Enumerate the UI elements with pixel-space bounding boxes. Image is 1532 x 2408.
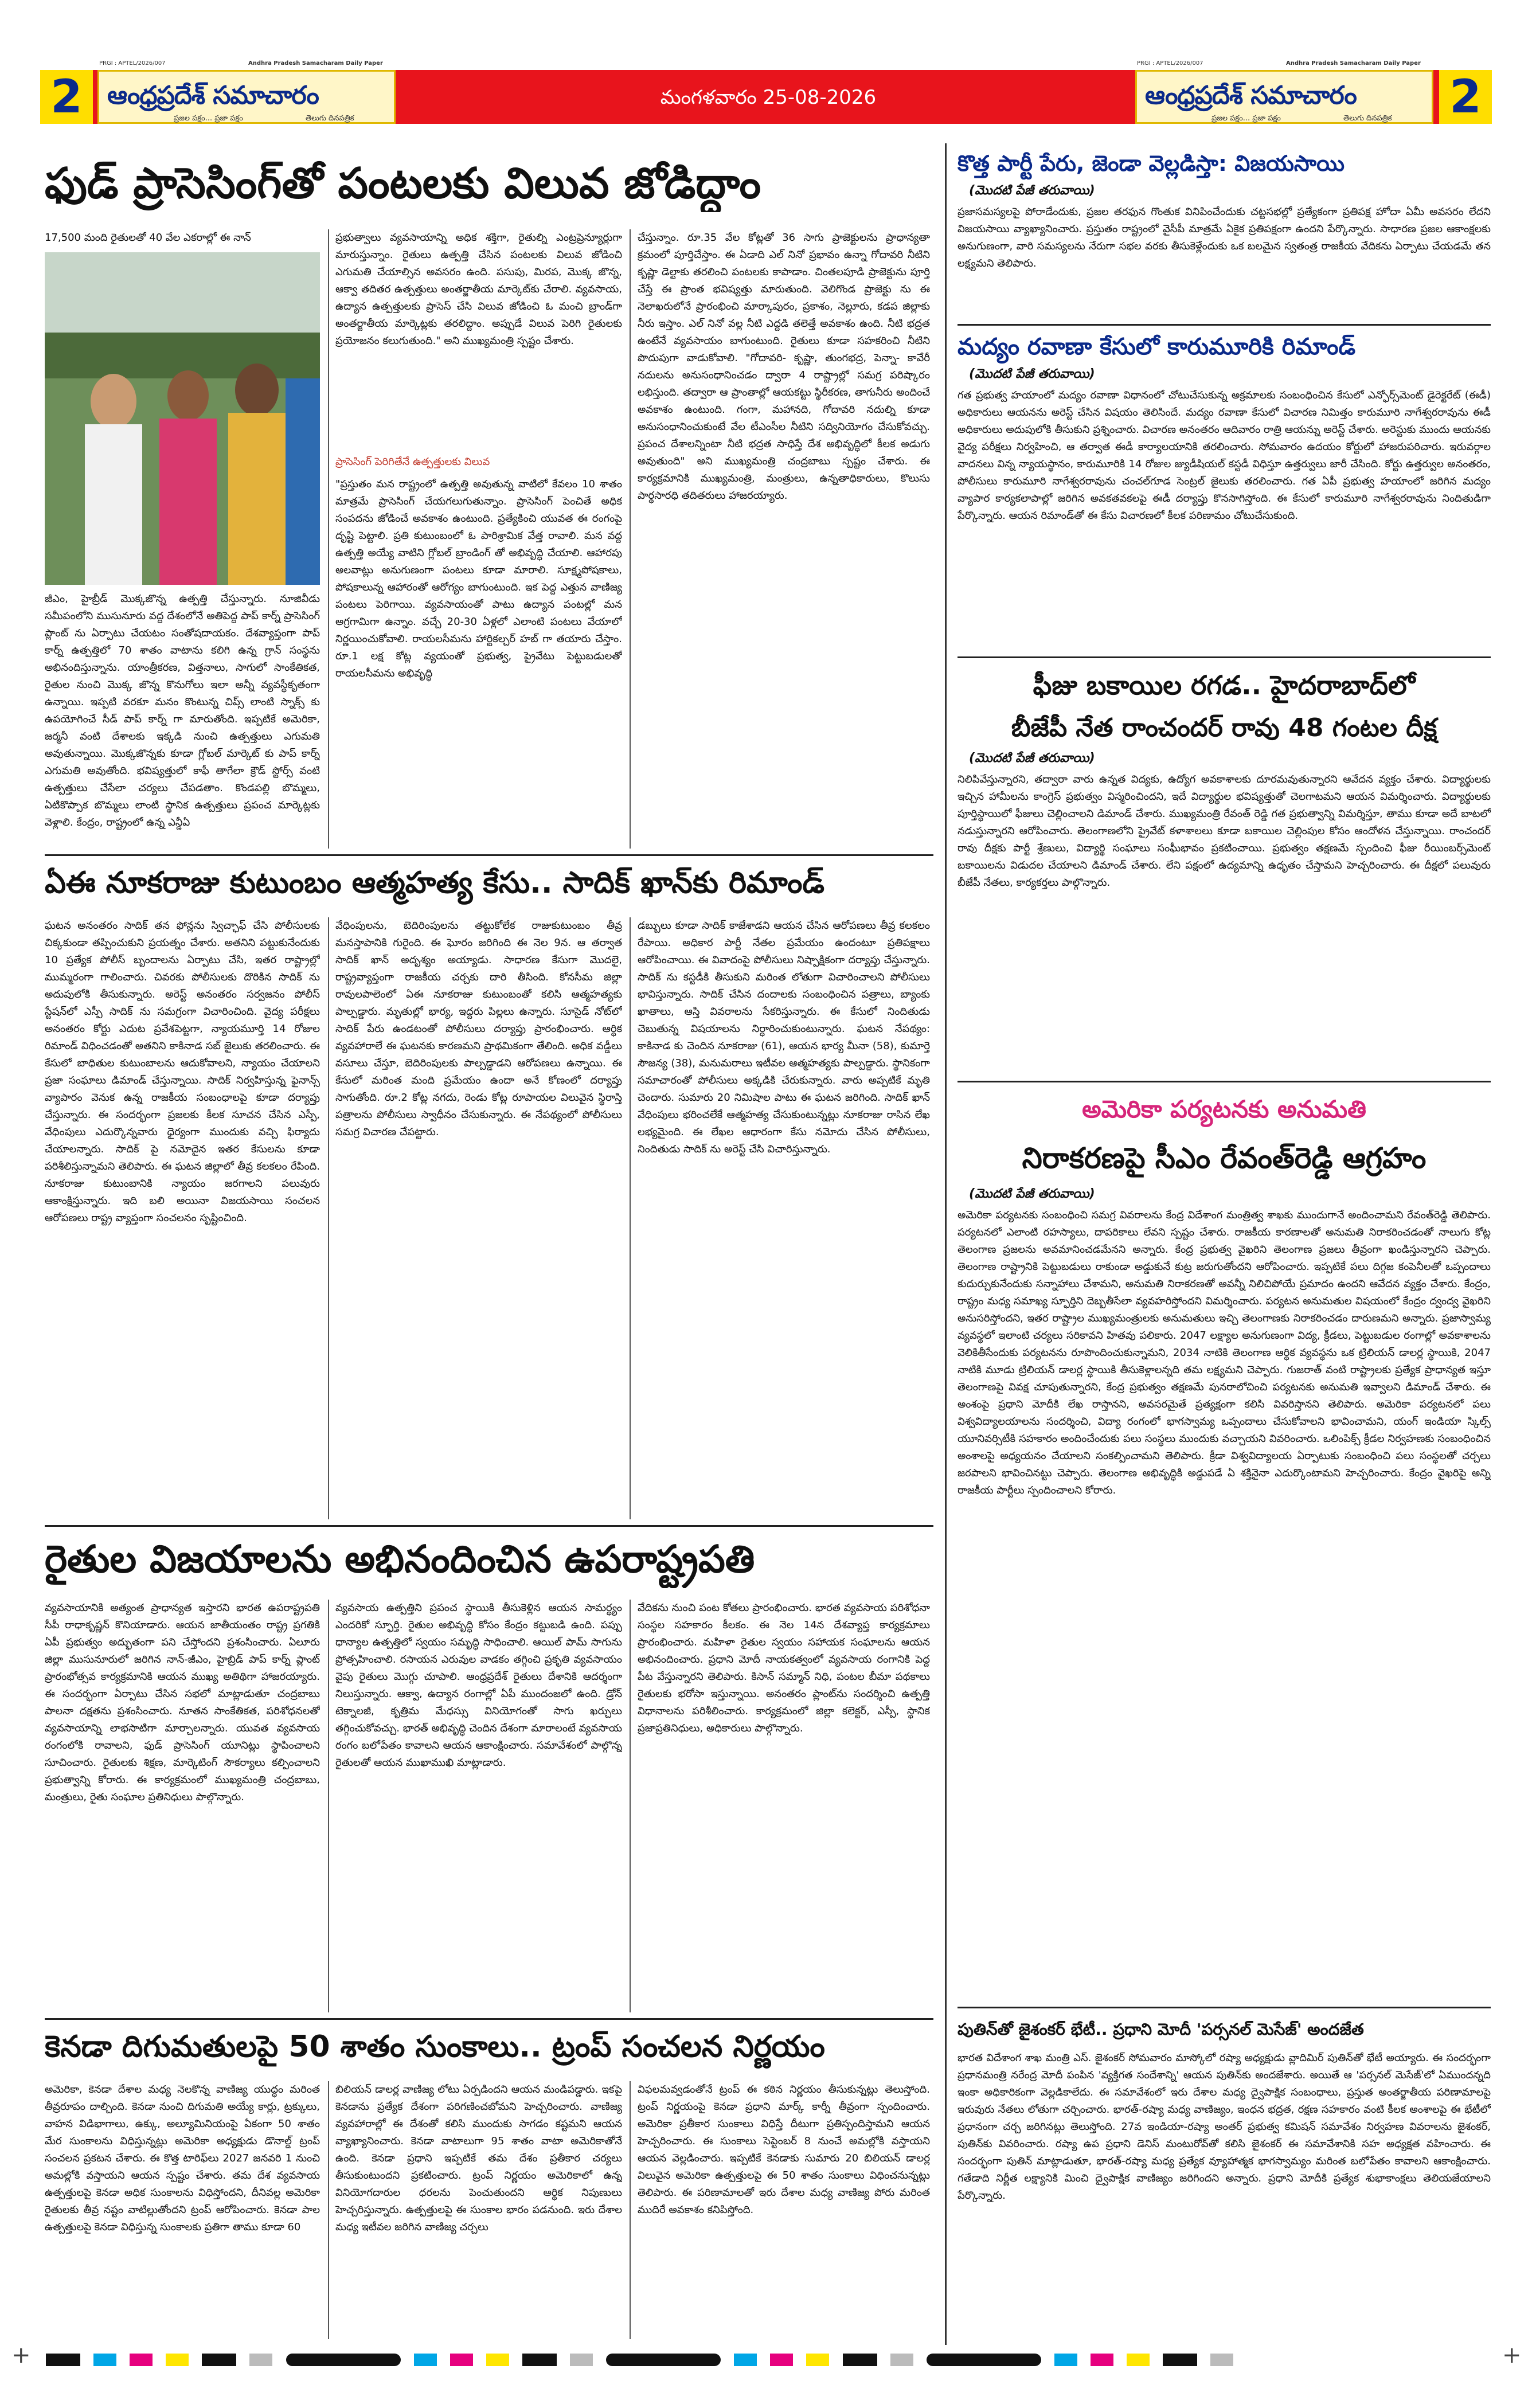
masthead-logo-left [97,60,396,124]
page-number-right: 2 [1439,70,1492,124]
col-divider [630,917,631,1519]
food-col2-subhead: ప్రాసెసింగ్ పెరిగితేనే ఉత్పత్తులకు విలువ [335,456,490,468]
trump-headline: కెనడా దిగుమతులపై 50 శాతం సుంకాలు.. ట్రంప్ సంచలన నిర్ణయం [45,2030,825,2064]
food-headline: ఫుడ్ ప్రాసెసింగ్‌తో పంటలకు విలువ జోడిద్దాం [45,159,761,208]
right-section-rule [958,2007,1491,2008]
tagline2-right: తెలుగు దినపత్రిక [1343,114,1392,123]
putin-headline: పుతిన్‌తో జైశంకర్ భేటీ.. ప్రధాని మోదీ 'పర్సనల్ మెసేజ్' అందజేత [958,2020,1364,2039]
color-calibration-bar [46,2354,1491,2371]
registration-mark-left: + [11,2342,31,2368]
fee-headline-line2: బీజేపీ నేత రాంచందర్ రావు 48 గంటల దీక్ష [1011,713,1437,742]
karumuri-contd: (మొదటి పేజీ తరువాయి) [969,367,1095,381]
food-col2-text: ప్రభుత్వాలు వ్యవసాయాన్ని అధిక శక్తిగా, రైతుల్ని ఎంట్రప్రెన్యూర్లుగా మారుస్తున్నాం. రైతులు ఉత్పత్తి చేసిన పంటలకు విలువ జోడించి ఎగుమతి చేయాల్సిన అవసరం ఉంది. పసుపు, మిరప, మొక్క జొన్న, ఆక్వా తదితర ఉత్పత్తులు అంతర్జాతీయ మార్కెట్‌కు చేరాలి. వ్యవసాయ, ఉద్యాన ఉత్పత్తులకు ప్రాసెస్ చేసి విలువ జోడించి ఓ మంచి బ్రాండ్‌గా అంతర్జాతీయ మార్కెట్లకు తరలిద్దాం. అప్పుడే విలువ పెరిగి రైతులకు ప్రయోజనం కలుగుతుంది." అని ముఖ్యమంత్రి స్పష్టం చేశారు. [335,232,622,347]
tagline-right: ప్రజల పక్షం... ప్రజా పక్షం [1211,114,1281,123]
america-contd: (మొదటి పేజీ తరువాయి) [969,1187,1095,1201]
karumuri-text: గత ప్రభుత్వ హయాంలో మద్యం రవాణా విధానంలో చోటుచేసుకున్న అక్రమాలకు సంబంధించిన కేసులో ఎన్ఫోర్స్‌మెంట్ డైరెక్టరేట్ (ఈడీ) అధికారులు ఆయనను అరెస్ట్ చేసిన విషయం తెలిసిందే. మద్యం రవాణా కేసులో విచారణ నిమిత్తం కారుమూరి నాగేశ్వరరావును ఈడీ అధికారులు అదుపులోకి తీసుకుని ప్రశ్నించారు. విచారణ అనంతరం ఆదివారం రాత్రి ఆయన్ను అరెస్ట్ చేశారు. అరెస్టుకు ముందు ఆయనకు వైద్య పరీక్షలు నిర్వహించి, ఆ తర్వాత ఈడీ కార్యాలయానికి తరలించారు. సోమవారం ఉదయం కోర్టులో హాజరుపరిచారు. ఇరువర్గాల వాదనలు విన్న న్యాయస్థానం, కారుమూరికి 14 రోజుల జ్యుడీషియల్ కస్టడీ విధిస్తూ ఉత్తర్వులు జారీ చేసింది. కోర్టు ఉత్తర్వుల అనంతరం, పోలీసులు కారుమూరి నాగేశ్వరరావును చంచల్‌గూడ సెంట్రల్ జైలుకు తరలించారు. గత ఏపీ ప్రభుత్వ హయాంలో జరిగిన మద్యం వ్యాపార కార్యకలాపాల్లో జరిగిన అవకతవకలపై ఈడీ దర్యాప్తు కొనసాగిస్తోంది. ఈ కేసులో కారుమూరి నాగేశ్వరరావును నిందితుడిగా పేర్కొన్నారు. ఆయన రిమాండ్‌తో ఈ కేసు విచారణలో కీలక పరిణామం చోటుచేసుకుంది. [958,389,1491,522]
vp-col3-text: వేదికను నుంచి పంట కోతలు ప్రారంభించారు. భారత వ్యవసాయ పరిశోధనా సంస్థల సహకారం కీలకం. ఈ నెల 14న దేశవ్యాప్త కార్యక్రమాలు ప్రారంభించారు. మహిళా రైతుల స్వయం సహాయక సంఘాలను ఆయన అభినందించారు. ప్రధాని మోదీ నాయకత్వంలో వ్యవసాయ రంగానికి పెద్ద పీట వేస్తున్నారని తెలిపారు. కిసాన్ సమ్మాన్ నిధి, పంటల బీమా పథకాలు రైతులకు భరోసా ఇస్తున్నాయి. అనంతరం ప్లాంట్‌ను సందర్శించి ఉత్పత్తి విధానాలను పరిశీలించారు. కార్యక్రమంలో జిల్లా కలెక్టర్, ఎస్పీ, స్థానిక ప్రజాప్రతినిధులు, అధికారులు పాల్గొన్నారు. [638,1602,930,1734]
right-section-rule [958,1081,1491,1082]
fee-contd: (మొదటి పేజీ తరువాయి) [969,751,1095,765]
reg-number-right: PRGI : APTEL/2026/007 [1137,60,1203,67]
food-col1-top: 17,500 మంది రైతులతో 40 వేల ఎకరాల్లో ఈ నాన్ [45,232,251,244]
food-col3-text: చేస్తున్నాం. రూ.35 వేల కోట్లతో 36 సాగు ప్రాజెక్టులను ప్రాధాన్యతా క్రమంలో పూర్తిచేస్తాం. ఈ ఏడాది ఎల్ నినో ప్రభావం ఉన్నా గోదావరి నీటిని కృష్ణా డెల్టాకు తరలించి పంటలకు కాపాడాం. చింతలపూడి ప్రాజెక్టును పూర్తి చేస్తే ఈ ప్రాంత భవిష్యత్తు మారుతుంది. వెలిగొండ ప్రాజెక్టు ను ఈ నెలాఖరులోనే ప్రారంభించి మార్కాపురం, ప్రకాశం, నెల్లూరు, కడప జిల్లాకు నీరు ఇస్తాం. ఎల్ నినో వల్ల నీటి ఎద్దడి తలెత్తే అవకాశం ఉంది. నీటి భద్రత ఉంటేనే వ్యవసాయం బాగుంటుంది. రైతులు కూడా సహకరించి నీటిని పొదుపుగా వాడుకోవాలి. "గోదావరి- కృష్ణా, తుంగభద్ర, పెన్నా- కావేరీ నదులను అనుసంధానించడం ద్వారా 4 రాష్ట్రాల్లో సమగ్ర పరిష్కారం లభిస్తుంది. తద్వారా ఆ ప్రాంతాల్లో ఆయకట్టు స్థిరీకరణ, తాగునీరు అందించే అవకాశం ఉంటుంది. గంగా, మహానది, గోదావరి నదుల్ని కూడా అనుసంధానించుకుంటే వేల టీఎంసీల నీటిని సద్వినియోగం చేసుకోవచ్చు. ప్రపంచ దేశాలన్నింటా నీటి భద్రత సాధిస్తే దేశ అభివృద్ధిలో కీలక అడుగు అవుతుంది" అని ముఖ్యమంత్రి చంద్రబాబు స్పష్టం చేశారు. ఈ కార్యక్రమానికి ముఖ్యమంత్రి, మంత్రులు, ఉన్నతాధికారులు, కొలుసు పార్థసారధి తదితరులు హాజరయ్యారు. [638,232,930,502]
karumuri-headline: మద్యం రవాణా కేసులో కారుమూరికి రిమాండ్ [958,334,1356,360]
vijayasai-headline: కొత్త పార్టీ పేరు, జెండా వెల్లడిస్తా: విజయసాయి [958,151,1345,176]
america-banner: అమెరికా పర్యటనకు అనుమతి [1082,1095,1366,1123]
col-divider [328,917,329,1519]
tagline-left: ప్రజల పక్షం... ప్రజా పక్షం [174,114,243,123]
food-photo [45,252,320,585]
putin-text: భారత విదేశాంగ శాఖ మంత్రి ఎస్. జైశంకర్ సోమవారం మాస్కోలో రష్యా అధ్యక్షుడు వ్లాదిమిర్ పుతిన్‌తో భేటీ అయ్యారు. ఈ సందర్భంగా ప్రధానమంత్రి నరేంద్ర మోదీ పంపిన 'వ్యక్తిగత సందేశాన్ని' ఆయన పుతిన్‌కు అందజేశారు. అయితే ఆ 'పర్సనల్ మెసేజ్'లో ఏముందన్నది ఇంకా అధికారికంగా వెల్లడికాలేదు. ఈ సమావేశంలో ఇరు దేశాల మధ్య ద్వైపాక్షిక సంబంధాలు, ప్రస్తుత అంతర్జాతీయ పరిణామాలపై ఇరువురు నేతలు లోతుగా చర్చించారు. భారత్-రష్యా మధ్య వాణిజ్యం, ఇంధన భద్రత, రక్షణ సహకారం వంటి కీలక అంశాలపై ఈ భేటీలో ప్రధానంగా చర్చ జరిగినట్లు తెలుస్తోంది. 27వ ఇండియా-రష్యా అంతర్ ప్రభుత్వ కమిషన్ సమావేశం నిర్వహణ వివరాలను జైశంకర్, పుతిన్‌కు వివరించారు. రష్యా ఉప ప్రధాని డెనిస్ మంటురోవ్‌తో కలిసి జైశంకర్ ఈ సమావేశానికి సహ అధ్యక్షత వహించారు. ఈ సందర్భంగా పుతిన్ మాట్లాడుతూ, భారత్-రష్యా మధ్య ప్రత్యేక వ్యూహాత్మక భాగస్వామ్యం మరింత బలోపేతం కావాలని ఆకాంక్షించారు. గతేడాది నిర్ణీత లక్ష్యానికి మించి ద్వైపాక్షిక వాణిజ్యం జరిగిందని అన్నారు. ప్రధాని మోదీకి ప్రత్యేక శుభాకాంక్షలు తెలియజేయాలని పేర్కొన్నారు. [958,2052,1491,2202]
trump-col2-text: బిలియన్ డాలర్ల వాణిజ్య లోటు ఏర్పడిందని ఆయన మండిపడ్డారు. ఇకపై కెనడాను ప్రత్యేక దేశంగా పరిగణించబోమని హెచ్చరించారు. వాణిజ్య వ్యవహారాల్లో ఈ దేశంతో కలిసి ముందుకు సాగడం కష్టమని ఆయన వ్యాఖ్యానించారు. కెనడా వాటాలుగా 95 శాతం వాటా అమెరికాతోనే ఉంది. కెనడా ప్రధాని ఇప్పటికే తమ దేశం ప్రతీకార చర్యలు తీసుకుంటుందని ప్రకటించారు. ట్రంప్ నిర్ణయం అమెరికాలో ఉన్న వినియోగదారుల ధరలను పెంచుతుందని ఆర్థిక నిపుణులు హెచ్చరిస్తున్నారు. ఉత్పత్తులపై ఈ సుంకాల భారం పడనుంది. ఇరు దేశాల మధ్య ఇటీవల జరిగిన వాణిజ్య చర్చలు [335,2083,622,2233]
col-divider [630,229,631,849]
right-section-rule [958,656,1491,658]
fee-text: నిలిపివేస్తున్నారని, తద్వారా వారు ఉన్నత విద్యకు, ఉద్యోగ అవకాశాలకు దూరమవుతున్నారని ఆవేదన వ్యక్తం చేశారు. విద్యార్థులకు ఇచ్చిన హామీలను కాంగ్రెస్ ప్రభుత్వం విస్మరించిందని, ఇదే విద్యార్థుల భవిష్యత్తుతో చెలగాటమని ఆయన విమర్శించారు. విద్యార్థులకు పూర్తిస్థాయిలో ఫీజులు చెల్లించాలని డిమాండ్ చేశారు. ముఖ్యమంత్రి రేవంత్ రెడ్డి గత ప్రభుత్వాన్ని విమర్శిస్తూ, తాము కూడా అదే బాటలో నడుస్తున్నారని ఆరోపించారు. తెలంగాణలోని ప్రైవేట్ కళాశాలలు కూడా బకాయిల చెల్లింపుల కోసం ఆందోళన చేస్తున్నాయి. రాంచందర్ రావు దీక్షకు పార్టీ శ్రేణులు, విద్యార్థి సంఘాలు సంఘీభావం ప్రకటించాయి. ప్రభుత్వం తక్షణమే స్పందించి ఫీజు రీయింబర్స్‌మెంట్ బకాయిలను విడుదల చేయాలని డిమాండ్ చేశారు. లేని పక్షంలో ఉద్యమాన్ని ఉధృతం చేస్తామని హెచ్చరించారు. ఈ దీక్షలో పలువురు బీజేపీ నేతలు, కార్యకర్తలు పాల్గొన్నారు. [958,773,1491,889]
registration-mark-right: + [1502,2342,1522,2368]
trump-col1-text: అమెరికా, కెనడా దేశాల మధ్య నెలకొన్న వాణిజ్య యుద్ధం మరింత తీవ్రరూపం దాల్చింది. కెనడా నుంచి దిగుమతి అయ్యే కార్లు, ట్రక్కులు, వాహన విడిభాగాలు, ఉక్కు, అల్యూమినియంపై ఏకంగా 50 శాతం మేర సుంకాలను విధిస్తున్నట్లు అమెరికా అధ్యక్షుడు డొనాల్డ్ ట్రంప్ సంచలన ప్రకటన చేశారు. ఈ కొత్త టారిఫ్‌లు 2027 జనవరి 1 నుంచి అమల్లోకి వస్తాయని ఆయన స్పష్టం చేశారు. తమ దేశ వ్యవసాయ ఉత్పత్తులపై కెనడా అధిక సుంకాలను విధిస్తోందని, దీనివల్ల అమెరికా రైతులకు తీవ్ర నష్టం వాటిల్లుతోందని ట్రంప్ ఆరోపించారు. కెనడా పాల ఉత్పత్తులపై కెనడా విధిస్తున్న సుంకాలకు ప్రతిగా తాము కూడా 60 [45,2083,320,2233]
page-number-left: 2 [40,70,93,124]
masthead-logo-right [1135,60,1433,124]
sadiq-col3-text: డబ్బులు కూడా సాదిక్ కాజేశాడని ఆయన చేసిన ఆరోపణలు తీవ్ర కలకలం రేపాయి. అధికార పార్టీ నేతల ప్రమేయం ఉందంటూ ప్రతిపక్షాలు ఆరోపించాయి. ఈ వివాదంపై పోలీసులు నిష్పాక్షికంగా దర్యాప్తు చేస్తున్నారు. సాదిక్ ను కస్టడీకి తీసుకుని మరింత లోతుగా విచారించాలని పోలీసులు భావిస్తున్నారు. సాదిక్ చేసిన దందాలకు సంబంధించిన పత్రాలు, బ్యాంకు ఖాతాలు, ఆస్తి వివరాలను సేకరిస్తున్నారు. ఈ కేసులో నిందితుడు చెబుతున్న విషయాలను నిర్ధారించుకుంటున్నారు. ఘటన నేపథ్యం: కాకినాడ కు చెందిన నూకరాజు (61), ఆయన భార్య మీనా (58), కుమార్తె సౌజన్య (38), మనుమరాలు ఇటీవల ఆత్మహత్యకు పాల్పడ్డారు. స్థానికంగా సమాచారంతో పోలీసులు అక్కడికి చేరుకున్నారు. వారు అప్పటికే మృతి చెందారు. సుమారు 20 నిమిషాల పాటు ఈ ఘటన జరిగింది. సాదిక్ ఖాన్ వేధింపులు భరించలేకే ఆత్మహత్య చేసుకుంటున్నట్లు నూకరాజు రాసిన లేఖ లభ్యమైంది. ఈ లేఖల ఆధారంగా కేసు నమోదు చేసిన పోలీసులు, నిందితుడు సాదిక్ ను అరెస్ట్ చేసి విచారిస్తున్నారు. [638,920,930,1155]
reg-number-left: PRGI : APTEL/2026/007 [99,60,166,67]
america-headline: నిరాకరణపై సీఎం రేవంత్‌రెడ్డి ఆగ్రహం [1022,1142,1427,1175]
section-rule [45,854,933,856]
sadiq-headline: ఏఈ నూకరాజు కుటుంబం ఆత్మహత్య కేసు.. సాదిక్ ఖాన్‌కు రిమాండ్ [45,866,824,900]
vp-col2-text: వ్యవసాయ ఉత్పత్తిని ప్రపంచ స్థాయికి తీసుకెళ్లిన ఆయన సామర్థ్యం ఎందరికో స్ఫూర్తి. రైతుల అభివృద్ధి కోసం కేంద్రం కట్టుబడి ఉంది. పప్పు ధాన్యాల ఉత్పత్తిలో స్వయం సమృద్ధి సాధించాలి. ఆయిల్ పామ్ సాగును ప్రోత్సహించాలి. రసాయన ఎరువుల వాడకం తగ్గించి ప్రకృతి వ్యవసాయం వైపు రైతులు మొగ్గు చూపాలి. ఆంధ్రప్రదేశ్ రైతులు దేశానికి ఆదర్శంగా నిలుస్తున్నారు. ఆక్వా, ఉద్యాన రంగాల్లో ఏపీ ముందంజలో ఉంది. డ్రోన్ టెక్నాలజీ, కృత్రిమ మేధస్సు వినియోగంతో సాగు ఖర్చులు తగ్గించుకోవచ్చు. భారత్ అభివృద్ధి చెందిన దేశంగా మారాలంటే వ్యవసాయ రంగం బలోపేతం కావాలని ఆయన ఆకాంక్షించారు. సమావేశంలో పాల్గొన్న రైతులతో ఆయన ముఖాముఖి మాట్లాడారు. [335,1602,622,1769]
right-column-divider [945,143,947,2345]
col-divider [630,2081,631,2339]
food-col1-text: జీఎం, హైబ్రీడ్ మొక్కజొన్న ఉత్పత్తి చేస్తున్నారు. నూజివీడు సమీపంలోని ముసునూరు వద్ద దేశంలోనే అతిపెద్ద పాప్ కార్న్ ప్రాసెసింగ్ ప్లాంట్ ను ఏర్పాటు చేయటం సంతోషదాయకం. దేశవ్యాప్తంగా పాప్ కార్న్ ఉత్పత్తిలో 70 శాతం వాటాను కలిగి ఉన్న గ్రాన్ సంస్థను అభినందిస్తున్నాను. యాంత్రీకరణ, విత్తనాలు, సాగులో సాంకేతికత, రైతుల నుంచి మొక్క జొన్న కొనుగోలు ఇలా అన్నీ వ్యవస్థీకృతంగా ఉన్నాయి. ఇప్పటి వరకూ మనం కొంటున్న చిప్స్ లాంటి స్నాక్స్ కు ఉపయోగించే సీడ్ పాప్ కార్న్ గా మారుతోంది. ఇప్పటికే అమెరికా, జర్మనీ వంటి దేశాలకు ఇక్కడి నుంచి ఉత్పత్తులు ఎగుమతి అవుతున్నాయి. మొక్కజొన్నకు కూడా గ్లోబల్ మార్కెట్ కు పాప్ కార్న్ ఎగుమతి అవుతోంది. భవిష్యత్తులో కాఫీ తాగేలా క్రౌడ్ స్టోర్స్ వంటి ఉత్పత్తులు చేసేలా చర్యలు చేపడతాం. కొండపల్లి బొమ్మలు, ఏటికొప్పాక బొమ్మలు లాంటి స్థానిక ఉత్పత్తులు ప్రపంచ మార్కెట్లకు వెళ్లాలి. కేంద్రం, రాష్ట్రంలో ఉన్న ఎన్డీఏ [45,593,320,828]
right-section-rule [958,324,1491,326]
fee-headline-line1: ఫీజు బకాయిల రగడ.. హైదరాబాద్‌లో [1033,670,1416,701]
vijayasai-contd: (మొదటి పేజీ తరువాయి) [969,183,1095,198]
trump-col3-text: విఫలమవ్వడంతోనే ట్రంప్ ఈ కఠిన నిర్ణయం తీసుకున్నట్లు తెలుస్తోంది. ట్రంప్ నిర్ణయంపై కెనడా ప్రధాని మార్క్ కార్నీ తీవ్రంగా స్పందించారు. అమెరికా ప్రతీకార సుంకాలు విధిస్తే దీటుగా ప్రతిస్పందిస్తామని ఆయన హెచ్చరించారు. ఈ సుంకాలు సెప్టెంబర్ 8 నుంచే అమల్లోకి వస్తాయని ఆయన వెల్లడించారు. ఇప్పటికే కెనడాకు సుమారు 20 బిలియన్ డాలర్ల విలువైన అమెరికా ఉత్పత్తులపై ఈ 50 శాతం సుంకాలు విధించనున్నట్లు తెలిపారు. ఈ పరిణామాలతో ఇరు దేశాల మధ్య వాణిజ్య పోరు మరింత ముదిరే అవకాశం కనిపిస్తోంది. [638,2083,930,2216]
food-col2b-text: "ప్రస్తుతం మన రాష్ట్రంలో ఉత్పత్తి అవుతున్న వాటిలో కేవలం 10 శాతం మాత్రమే ప్రాసెసింగ్ చేయగలుగుతున్నాం. ప్రాసెసింగ్ పెంచితే అధిక సంపదను జోడించే అవకాశం ఉంటుంది. ప్రత్యేకించి యువత ఈ రంగంపై దృష్టి పెట్టాలి. ప్రతి కుటుంబంలో ఓ పారిశ్రామిక వేత్త రావాలి. మన వద్ద ఉత్పత్తి అయ్యే వాటిని గ్లోబల్ బ్రాండింగ్ తో అభివృద్ధి చేయాలి. ఆహారపు అలవాట్లు అనుగుణంగా పంటలు కూడా మారాలి. సూక్ష్మపోషకాలు, పోషకాలున్న ఆహారంతో ఆరోగ్యం బాగుంటుంది. ఇక పెద్ద ఎత్తున వాణిజ్య పంటలు పెరిగాయి. వ్యవసాయంతో పాటు ఉద్యాన పంటల్లో మన అగ్రగామిగా ఉన్నాం. వచ్చే 20-30 ఏళ్లలో ఎలాంటి పంటలు వేయాలో నిర్ణయించుకోవాలి. రాయలసీమను హార్టికల్చర్ హబ్ గా తయారు చేస్తాం. రూ.1 లక్ష కోట్ల వ్యయంతో ప్రభుత్వ, ప్రైవేటు పెట్టుబడులతో రాయలసీమను అభివృద్ధి [335,478,622,679]
tagline2-left: తెలుగు దినపత్రిక [306,114,354,123]
col-divider [328,229,329,849]
col-divider [328,1600,329,2012]
masthead-date: మంగళవారం 25-08-2026 [660,86,877,109]
section-rule [45,1525,933,1527]
paper-name-en-left: Andhra Pradesh Samacharam Daily Paper [248,60,383,67]
vijayasai-text: ప్రజాసమస్యలపై పోరాడేందుకు, ప్రజల తరఫున గొంతుక వినిపించేందుకు చట్టసభల్లో ప్రత్యేకంగా ప్రతిపక్ష హోదా ఏమీ అవసరం లేదని విజయసాయి వ్యాఖ్యానించారు. ప్రస్తుతం రాష్ట్రంలో వైసీపీ మాత్రమే ఏకైక ప్రతిపక్షంగా ఉందని పేర్కొన్నారు. సాధారణ ప్రజల ఆకాంక్షలకు అనుగుణంగా, వారి సమస్యలను నేరుగా సభల వరకు తీసుకెళ్లేందుకు ఒక బలమైన స్వతంత్ర రాజకీయ వేదికను ఏర్పాటు చేయడమే తన లక్ష్యమని తెలిపారు. [958,206,1491,269]
col-divider [630,1600,631,2012]
paper-name-en-right: Andhra Pradesh Samacharam Daily Paper [1286,60,1421,67]
vp-col1-text: వ్యవసాయానికి అత్యంత ప్రాధాన్యత ఇస్తారని భారత ఉపరాష్ట్రపతి సీపీ రాధాకృష్ణన్ కొనియాడారు. ఆయన జాతీయంతం రాష్ట్ర ప్రగతికి ఏపీ ప్రభుత్వం అద్భుతంగా పని చేస్తోందని ప్రశంసించారు. ఏలూరు జిల్లా ముసునూరులో జరిగిన నాన్-జీఎం, హైబ్రిడ్ పాప్ కార్న్ ప్లాంట్ ప్రారంభోత్సవ కార్యక్రమానికి ఆయన ముఖ్య అతిథిగా హాజరయ్యారు. ఈ సందర్భంగా ఏర్పాటు చేసిన సభలో మాట్లాడుతూ చంద్రబాబు పాలనా దక్షతను ప్రశంసించారు. నూతన సాంకేతికత, పరిశోధనలతో వ్యవసాయాన్ని లాభసాటిగా మార్చాలన్నారు. యువత వ్యవసాయ రంగంలోకి రావాలని, ఫుడ్ ప్రాసెసింగ్ యూనిట్లు స్థాపించాలని సూచించారు. రైతులకు శిక్షణ, మార్కెటింగ్ సౌకర్యాలు కల్పించాలని ప్రభుత్వాన్ని కోరారు. ఈ కార్యక్రమంలో ముఖ్యమంత్రి చంద్రబాబు, మంత్రులు, రైతు సంఘాల ప్రతినిధులు పాల్గొన్నారు. [45,1602,320,1803]
paper-title-right: ఆంధ్రప్రదేశ్ సమాచారం [1145,81,1357,110]
america-text: అమెరికా పర్యటనకు సంబంధించి సమగ్ర వివరాలను కేంద్ర విదేశాంగ మంత్రిత్వ శాఖకు ముందుగానే అందించామని రేవంత్‌రెడ్డి తెలిపారు. పర్యటనలో ఎలాంటి రహస్యాలు, దాపరికాలు లేవని స్పష్టం చేశారు. రాజకీయ కారణాలతో అనుమతి నిరాకరించడంతో నాలుగు కోట్ల తెలంగాణ ప్రజలను అవమానించడమేనని అన్నారు. కేంద్ర ప్రభుత్వ వైఖరిని తెలంగాణ ప్రజలు తీవ్రంగా ఖండిస్తున్నారని చెప్పారు. తెలంగాణ రాష్ట్రానికి పెట్టుబడులు రాకుండా అడ్డుకునే కుట్ర జరుగుతోందని ఆరోపించారు. ఇప్పటికే పలు దిగ్గజ కంపెనీలతో ఒప్పందాలు కుదుర్చుకునేందుకు సన్నాహాలు చేశామని, అనుమతి నిరాకరణతో అవన్నీ నిలిచిపోయే ప్రమాదం ఉందని ఆవేదన వ్యక్తం చేశారు. కేంద్రం, రాష్ట్రం మధ్య సమాఖ్య స్ఫూర్తిని దెబ్బతీసేలా వ్యవహరిస్తోందని విమర్శించారు. పర్యటన అనుమతుల విషయంలో కేంద్రం ద్వంద్వ వైఖరిని అనుసరిస్తోందని, ఇతర రాష్ట్రాల ముఖ్యమంత్రులకు అనుమతులు ఇచ్చి తెలంగాణకు నిరాకరించడం దారుణమని అన్నారు. ప్రజాస్వామ్య వ్యవస్థలో ఇలాంటి చర్యలు సరికావని హితవు పలికారు. 2047 లక్ష్యాల అనుగుణంగా విద్య, క్రీడలు, పెట్టుబడుల రంగాల్లో అవకాశాలను వెలికితీసేందుకు పర్యటనను రూపొందించుకున్నామని, 2034 నాటికి తెలంగాణ ఆర్థిక వ్యవస్థను ఒక ట్రిలియన్ డాలర్ల స్థాయికి, 2047 నాటికి మూడు ట్రిలియన్ డాలర్ల స్థాయికి తీసుకెళ్లాలన్నది తమ లక్ష్యమని చెప్పారు. గుజరాత్ వంటి రాష్ట్రాలకు ప్రత్యేక ప్రాధాన్యత ఇస్తూ తెలంగాణపై వివక్ష చూపుతున్నారని, కేంద్ర ప్రభుత్వం తక్షణమే పునరాలోచించి పర్యటనకు అనుమతి ఇవ్వాలని డిమాండ్ చేశారు. ఈ అంశంపై ప్రధాని మోదీకి లేఖ రాస్తానని, అవసరమైతే ప్రత్యక్షంగా కలిసి వివరిస్తానని తెలిపారు. అమెరికా పర్యటనలో పలు విశ్వవిద్యాలయాలను సందర్శించి, విద్యా రంగంలో భాగస్వామ్య ఒప్పందాలు చేసుకోవాలని భావించామని, యంగ్ ఇండియా స్కిల్స్ యూనివర్సిటీకి సహకారం అందించేందుకు పలు సంస్థలు ముందుకు వచ్చాయని వివరించారు. ఒలింపిక్స్ క్రీడల నిర్వహణకు సంబంధించిన అంశాలపై అధ్యయనం చేయాలని సంకల్పించామని తెలిపారు. క్రీడా విశ్వవిద్యాలయ ఏర్పాటుకు సంబంధించి పలు సంస్థలతో చర్చలు జరపాలని భావించినట్టు చెప్పారు. తెలంగాణ అభివృద్ధికి అడ్డుపడే ఏ శక్తినైనా ఎదుర్కొంటామని హెచ్చరించారు. కేంద్రం వైఖరిపై అన్ని రాజకీయ పార్టీలు స్పందించాలని కోరారు. [958,1209,1491,1496]
col-divider [328,2081,329,2339]
vp-headline: రైతుల విజయాలను అభినందించిన ఉపరాష్ట్రపతి [45,1537,755,1581]
paper-title-left: ఆంధ్రప్రదేశ్ సమాచారం [107,81,319,110]
sadiq-col2-text: వేధింపులను, బెదిరింపులను తట్టుకోలేక రాజుకుటుంబం తీవ్ర మనస్తాపానికి గురైంది. ఈ ఘోరం జరిగింది ఈ నెల 9న. ఆ తర్వాత సాదిక్ ఖాన్ అదృశ్యం అయ్యాడు. సాధారణ కేసుగా మొదలై, రాష్ట్రవ్యాప్తంగా రాజకీయ చర్చకు దారి తీసింది. కోనసీమ జిల్లా రావులపాలెంలో ఏఈ నూకరాజు కుటుంబంతో కలిసి ఆత్మహత్యకు పాల్పడ్డారు. మృతుల్లో భార్య, ఇద్దరు పిల్లలు ఉన్నారు. సూసైడ్ నోట్‌లో సాదిక్ పేరు ఉండటంతో పోలీసులు దర్యాప్తు ప్రారంభించారు. ఆర్థిక వ్యవహారాలే ఈ ఘటనకు కారణమని ప్రాథమికంగా తేలింది. అధిక వడ్డీలు వసూలు చేస్తూ, బెదిరింపులకు పాల్పడ్డాడని ఆరోపణలు ఉన్నాయి. ఈ కేసులో మరింత మంది ప్రమేయం ఉందా అనే కోణంలో దర్యాప్తు సాగుతోంది. రూ.2 కోట్ల నగదు, రెండు కోట్ల రూపాయల విలువైన స్థిరాస్తి పత్రాలను పోలీసులు స్వాధీనం చేసుకున్నారు. ఈ నేపథ్యంలో పోలీసులు సమగ్ర విచారణ చేపట్టారు. [335,920,622,1138]
section-rule [45,2018,933,2020]
sadiq-col1-text: ఘటన అనంతరం సాదిక్ తన ఫోన్లను స్విచ్ఛాఫ్ చేసి పోలీసులకు చిక్కకుండా తప్పించుకుని ప్రయత్నం చేశారు. అతనిని పట్టుకునేందుకు 10 ప్రత్యేక పోలీస్ బృందాలను ఏర్పాటు చేసి, ఇతర రాష్ట్రాల్లో ముమ్మరంగా గాలించారు. చివరకు పోలీసులకు దొరికిన సాదిక్ ను అదుపులోకి తీసుకున్నారు. అరెస్ట్ అనంతరం సర్వజనం పోలీస్ స్టేషన్‌లో ఎస్పీ సాదిక్ ను సమగ్రంగా విచారించింది. వైద్య పరీక్షలు అనంతరం కోర్టు ఎదుట ప్రవేశపెట్టగా, న్యాయమూర్తి 14 రోజుల రిమాండ్ విధించడంతో అతనిని కాకినాడ సబ్ జైలుకు తరలించారు. ఈ కేసులో బాధితుల కుటుంబాలను ఆదుకోవాలని, న్యాయం చేయాలని ప్రజా సంఘాలు డిమాండ్ చేస్తున్నాయి. సాదిక్ నిర్వహిస్తున్న ఫైనాన్స్ వ్యాపారం వెనుక ఉన్న రాజకీయ సంబంధాలపై కూడా దర్యాప్తు చేస్తున్నారు. ఈ సందర్భంగా ప్రజలకు కీలక సూచన చేసిన ఎస్పీ, వేధింపులు ఎదుర్కొన్నవారు ధైర్యంగా ముందుకు వచ్చి ఫిర్యాదు చేయాలన్నారు. సాదిక్ పై నమోదైన ఇతర కేసులను కూడా పరిశీలిస్తున్నామని తెలిపారు. ఈ ఘటన జిల్లాలో తీవ్ర కలకలం రేపింది. నూకరాజు కుటుంబానికి న్యాయం జరగాలని పలువురు ఆకాంక్షిస్తున్నారు. ఇది బలి అయినా విజయసాయి సంచలన ఆరోపణలు రాష్ట్ర వ్యాప్తంగా సంచలనం సృష్టించింది. [45,920,320,1224]
